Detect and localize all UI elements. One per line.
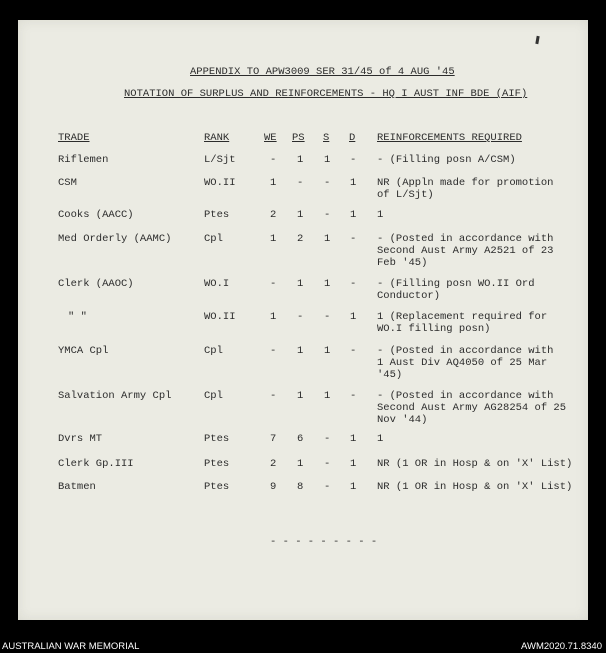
cell-rank: L/Sjt xyxy=(204,154,236,166)
cell-s: - xyxy=(324,177,331,189)
cell-ps: 6 xyxy=(297,433,304,445)
cell-we: 2 xyxy=(270,209,277,221)
cell-we: 1 xyxy=(270,177,277,189)
cell-d: 1 xyxy=(350,458,357,470)
cell-s: - xyxy=(324,458,331,470)
cell-we: 1 xyxy=(270,311,277,323)
cell-ps: 1 xyxy=(297,278,304,290)
cell-s: - xyxy=(324,311,331,323)
cell-reinforcements: NR (1 OR in Hosp & on 'X' List) xyxy=(377,481,573,493)
document-subtitle: NOTATION OF SURPLUS AND REINFORCEMENTS - HQ I AUST INF BDE (AIF) xyxy=(124,88,528,100)
cell-d: - xyxy=(350,233,357,245)
cell-reinforcements: 1 xyxy=(377,209,384,221)
cell-reinforcements: - (Posted in accordance with Second Aust Army A2521 of 23 Feb '45) xyxy=(377,233,554,269)
cell-trade: Cooks (AACC) xyxy=(58,209,134,221)
cell-d: 1 xyxy=(350,481,357,493)
cell-we: 2 xyxy=(270,458,277,470)
cell-d: - xyxy=(350,154,357,166)
cell-rank: Ptes xyxy=(204,209,230,221)
cell-ps: 1 xyxy=(297,458,304,470)
header-rank: RANK xyxy=(204,132,230,144)
cell-rank: Cpl xyxy=(204,390,223,402)
cell-d: 1 xyxy=(350,209,357,221)
header-d: D xyxy=(349,132,356,144)
cell-trade: " " xyxy=(68,311,87,323)
cell-trade: CSM xyxy=(58,177,77,189)
cell-ps: - xyxy=(297,311,304,323)
header-s: S xyxy=(323,132,330,144)
cell-reinforcements: 1 (Replacement required for WO.I filling posn) xyxy=(377,311,548,335)
cell-rank: Cpl xyxy=(204,345,223,357)
cell-rank: Ptes xyxy=(204,458,230,470)
cell-rank: WO.I xyxy=(204,278,230,290)
header-reinforcements: REINFORCEMENTS REQUIRED xyxy=(377,132,522,144)
cell-s: 1 xyxy=(324,278,331,290)
cell-s: - xyxy=(324,433,331,445)
cell-reinforcements: NR (Appln made for promotion of L/Sjt) xyxy=(377,177,554,201)
footer-institution: AUSTRALIAN WAR MEMORIAL xyxy=(2,641,140,652)
cell-we: 7 xyxy=(270,433,277,445)
cell-rank: WO.II xyxy=(204,177,236,189)
cell-s: 1 xyxy=(324,154,331,166)
document-title: APPENDIX TO APW3009 SER 31/45 of 4 AUG '45 xyxy=(190,66,455,78)
cell-s: 1 xyxy=(324,345,331,357)
cell-d: - xyxy=(350,390,357,402)
cell-trade: Clerk Gp.III xyxy=(58,458,134,470)
cell-ps: 1 xyxy=(297,154,304,166)
cell-we: - xyxy=(270,154,277,166)
cell-s: 1 xyxy=(324,390,331,402)
cell-d: - xyxy=(350,278,357,290)
cell-we: 9 xyxy=(270,481,277,493)
document-page xyxy=(18,20,588,620)
cell-d: 1 xyxy=(350,311,357,323)
cell-ps: 1 xyxy=(297,390,304,402)
cell-trade: Clerk (AAOC) xyxy=(58,278,134,290)
header-trade: TRADE xyxy=(58,132,90,144)
cell-d: 1 xyxy=(350,433,357,445)
cell-ps: 2 xyxy=(297,233,304,245)
cell-rank: Cpl xyxy=(204,233,223,245)
cell-d: 1 xyxy=(350,177,357,189)
header-we: WE xyxy=(264,132,277,144)
cell-reinforcements: - (Filling posn A/CSM) xyxy=(377,154,516,166)
cell-s: 1 xyxy=(324,233,331,245)
cell-rank: WO.II xyxy=(204,311,236,323)
cell-ps: - xyxy=(297,177,304,189)
cell-ps: 1 xyxy=(297,209,304,221)
cell-trade: YMCA Cpl xyxy=(58,345,109,357)
closing-rule: - - - - - - - - - xyxy=(270,536,378,548)
cell-reinforcements: NR (1 OR in Hosp & on 'X' List) xyxy=(377,458,573,470)
footer-reference: AWM2020.71.8340 xyxy=(521,641,602,652)
header-ps: PS xyxy=(292,132,305,144)
ink-mark xyxy=(535,36,539,44)
cell-trade: Riflemen xyxy=(58,154,109,166)
cell-we: - xyxy=(270,345,277,357)
cell-we: - xyxy=(270,278,277,290)
cell-ps: 8 xyxy=(297,481,304,493)
cell-reinforcements: - (Posted in accordance with Second Aust Army AG28254 of 25 Nov '44) xyxy=(377,390,567,426)
cell-ps: 1 xyxy=(297,345,304,357)
cell-trade: Salvation Army Cpl xyxy=(58,390,172,402)
cell-reinforcements: - (Posted in accordance with 1 Aust Div AQ4050 of 25 Mar '45) xyxy=(377,345,554,381)
cell-reinforcements: 1 xyxy=(377,433,384,445)
cell-trade: Med Orderly (AAMC) xyxy=(58,233,172,245)
cell-d: - xyxy=(350,345,357,357)
cell-rank: Ptes xyxy=(204,433,230,445)
cell-reinforcements: - (Filling posn WO.II Ord Conductor) xyxy=(377,278,535,302)
cell-rank: Ptes xyxy=(204,481,230,493)
cell-s: - xyxy=(324,481,331,493)
cell-s: - xyxy=(324,209,331,221)
cell-we: - xyxy=(270,390,277,402)
archive-footer xyxy=(0,641,606,653)
cell-we: 1 xyxy=(270,233,277,245)
cell-trade: Dvrs MT xyxy=(58,433,103,445)
cell-trade: Batmen xyxy=(58,481,96,493)
